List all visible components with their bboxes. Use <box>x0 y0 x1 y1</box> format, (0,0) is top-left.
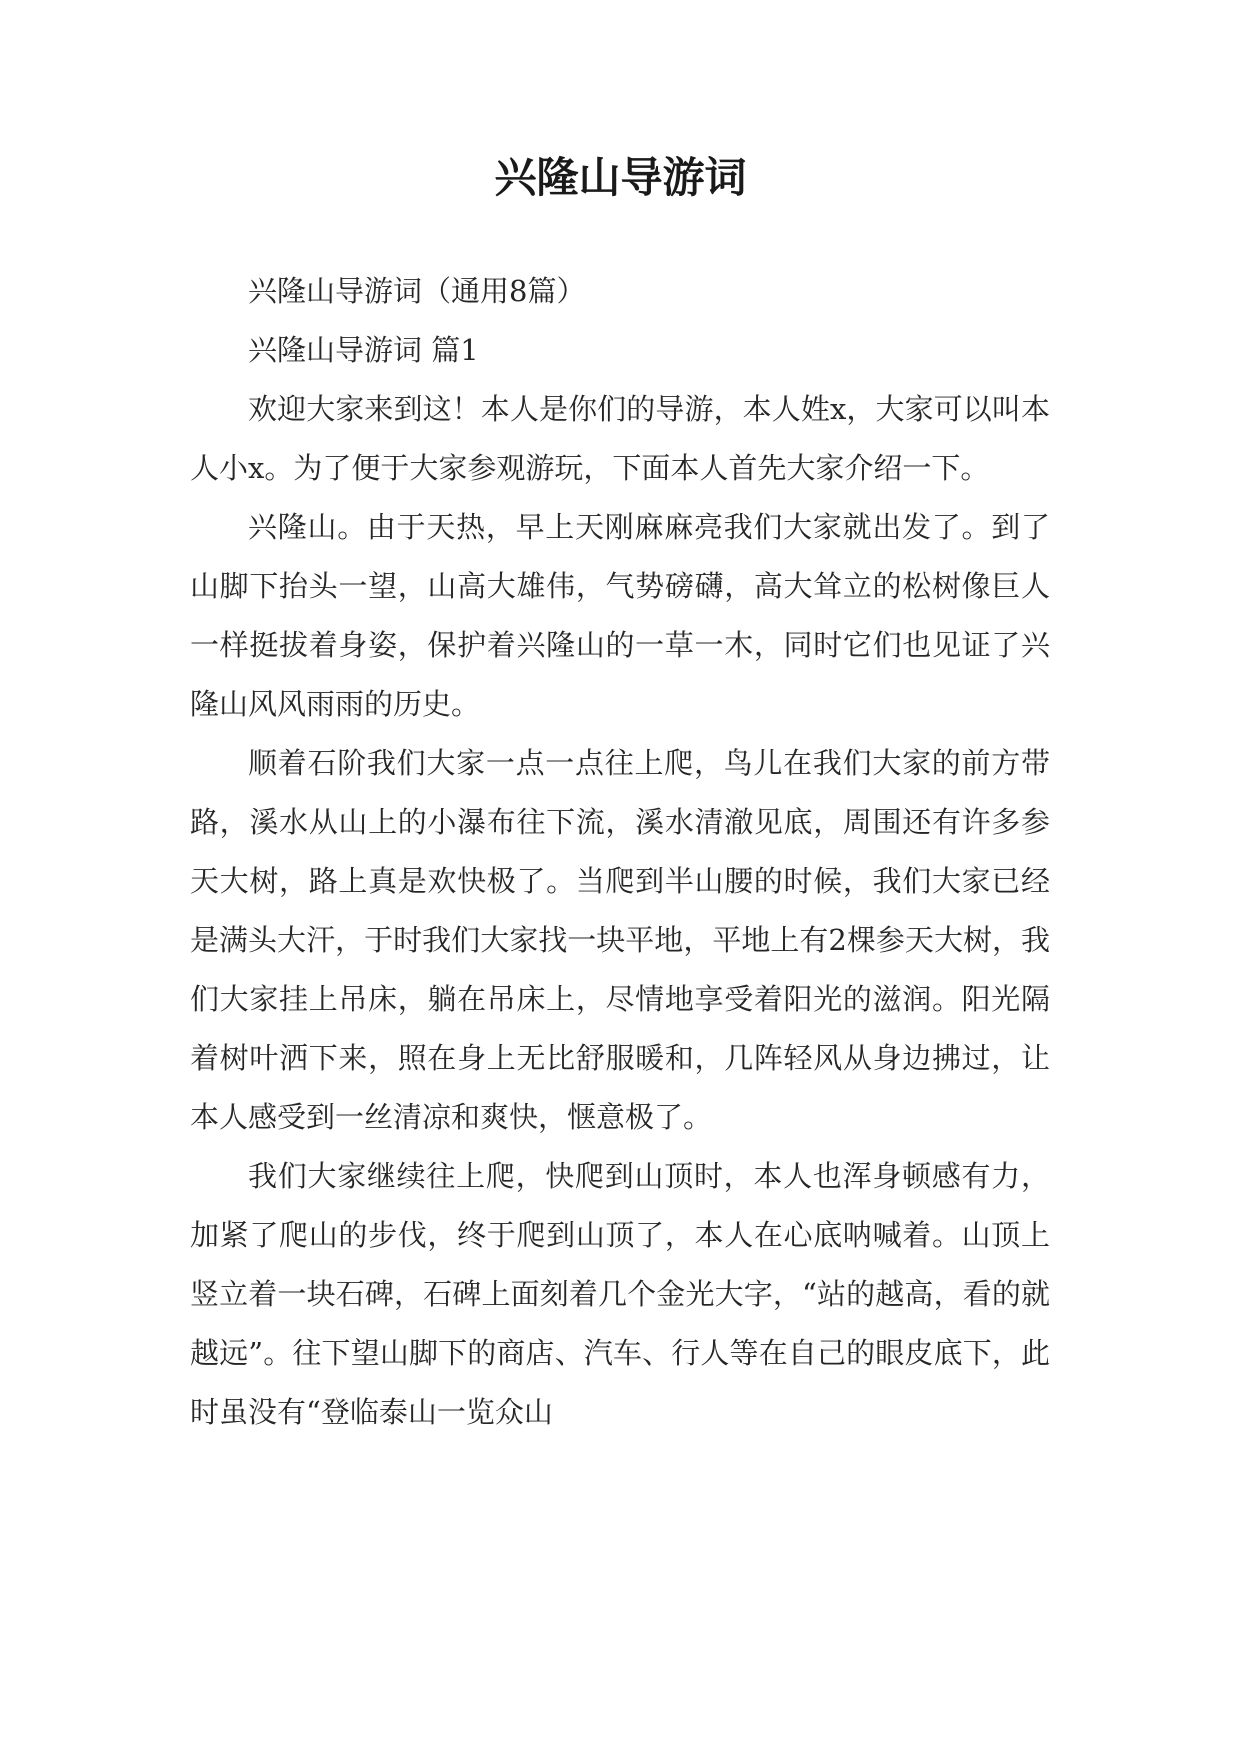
section-heading: 兴隆山导游词 篇1 <box>248 333 479 367</box>
document-title: 兴隆山导游词 <box>494 153 747 202</box>
subtitle-paragraph: 兴隆山导游词（通用8篇） <box>248 274 586 308</box>
body-paragraph: 顺着石阶我们大家一点一点往上爬，鸟儿在我们大家的前方带路，溪水从山上的小瀑布往下流，溪水清澈见底，周围还有许多参天大树，路上真是欢快极了。当爬到半山腰的时候，我们大家已经是满头大汗，于时我们大家找一块平地，平地上有2棵参天大树，我们大家挂上吊床，躺在吊床上，尽情地享受着阳光的滋润。阳光隔着树叶洒下来，照在身上无比舒服暖和，几阵轻风从身边拂过，让本人感受到一丝清凉和爽快，惬意极了。 <box>190 746 1050 1134</box>
document-body <box>190 262 1050 1442</box>
body-paragraph: 欢迎大家来到这！本人是你们的导游，本人姓x，大家可以叫本人小x。为了便于大家参观游玩，下面本人首先大家介绍一下。 <box>190 392 1050 485</box>
body-paragraph: 我们大家继续往上爬，快爬到山顶时，本人也浑身顿感有力，加紧了爬山的步伐，终于爬到山顶了，本人在心底呐喊着。山顶上竖立着一块石碑，石碑上面刻着几个金光大字，“站的越高，看的就越远”。往下望山脚下的商店、汽车、行人等在自己的眼皮底下，此时虽没有“登临泰山一览众山 <box>190 1159 1050 1429</box>
body-paragraph: 兴隆山。由于天热，早上天刚麻麻亮我们大家就出发了。到了山脚下抬头一望，山高大雄伟，气势磅礴，高大耸立的松树像巨人一样挺拔着身姿，保护着兴隆山的一草一木，同时它们也见证了兴隆山风风雨雨的历史。 <box>190 510 1050 721</box>
